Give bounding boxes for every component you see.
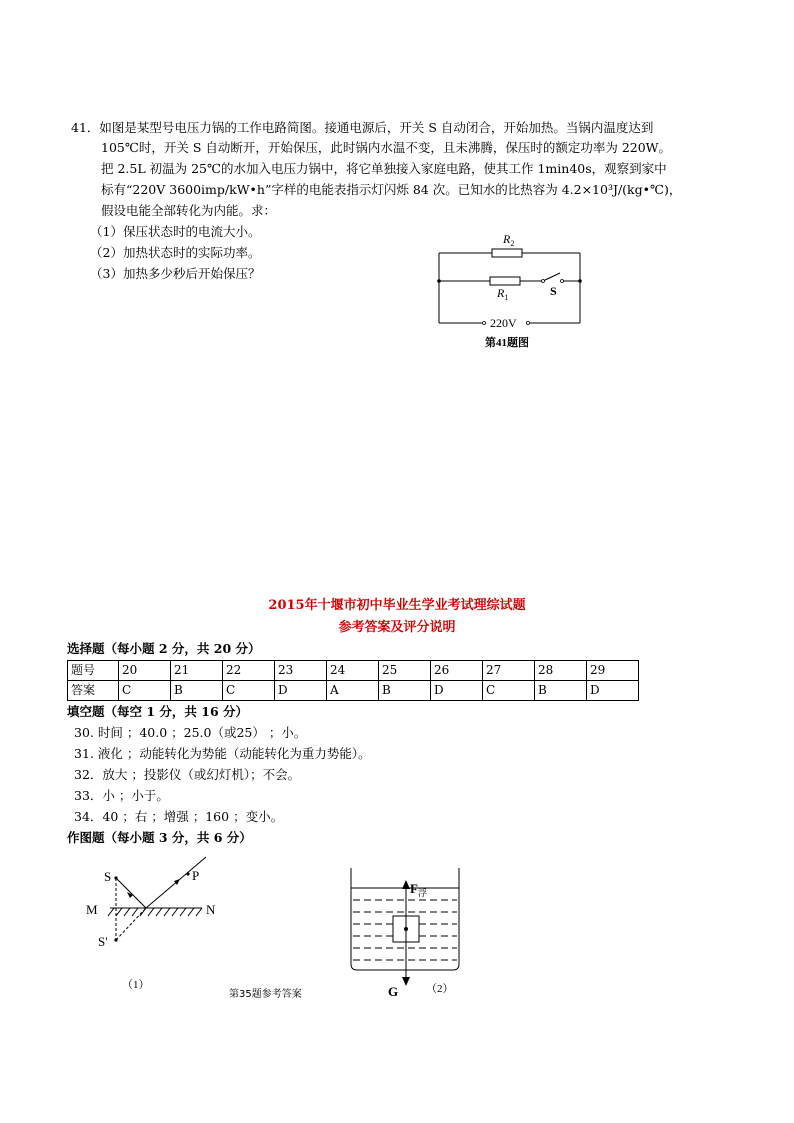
- label-f-buoyancy: $F_浮$: [410, 881, 427, 899]
- table-cell: B: [535, 681, 587, 701]
- fig-caption: 第35题参考答案: [229, 989, 302, 1000]
- table-cell: A: [327, 681, 379, 701]
- resistor-r1: [490, 277, 520, 285]
- table-cell: 29: [587, 661, 639, 681]
- answer-31: 31. 液化 ；动能转化为势能（动能转化为重力势能）。: [74, 746, 371, 761]
- reflection-figure: [80, 850, 250, 1000]
- table-cell: 23: [275, 661, 327, 681]
- label-p: P: [192, 868, 200, 883]
- q41-line-1: 41．如图是某型号电压力锅的工作电路简图。接通电源后，开关 S 自动闭合，开始加热。当锅内温度达到: [71, 120, 654, 135]
- mc-answer-table: [67, 660, 639, 701]
- switch-label: S: [550, 284, 557, 298]
- table-cell: C: [223, 681, 275, 701]
- voltage-label: 220V: [490, 316, 517, 330]
- table-cell: 27: [483, 661, 535, 681]
- label-m: M: [86, 902, 98, 917]
- circuit-caption: 第41题图: [485, 337, 529, 349]
- q41-line-5: 假设电能全部转化为内能。求：: [101, 203, 277, 218]
- incident-ray: [116, 878, 146, 908]
- table-cell: D: [431, 681, 483, 701]
- switch-s: [543, 273, 560, 281]
- r1-label: $R_1$: [497, 286, 509, 302]
- fig2-label: （2）: [426, 983, 454, 995]
- table-cell: D: [587, 681, 639, 701]
- table-cell: C: [119, 681, 171, 701]
- draw-heading: 作图题（每小题 3 分，共 6 分）: [67, 830, 252, 845]
- q41-sub-2: （2）加热状态时的实际功率。: [90, 245, 261, 260]
- fill-heading: 填空题（每空 1 分，共 16 分）: [67, 704, 249, 719]
- table-cell: 25: [379, 661, 431, 681]
- table-cell: 20: [119, 661, 171, 681]
- answers-title-1: 2015年十堰市初中毕业生学业考试理综试题: [268, 598, 526, 613]
- table-cell: C: [483, 681, 535, 701]
- table-cell: B: [171, 681, 223, 701]
- table-cell: 21: [171, 661, 223, 681]
- table-header-cell: 题号: [68, 661, 119, 681]
- label-g: G: [388, 984, 399, 999]
- resistor-r2: [492, 249, 522, 257]
- table-header-cell: 答案: [68, 681, 119, 701]
- r2-label: $R_2$: [503, 232, 515, 248]
- fig1-label: （1）: [122, 979, 150, 991]
- q41-line-2: 105℃时，开关 S 自动断开，开始保压，此时锅内水温不变，且未沸腾，保压时的额定功率为 220W。: [101, 140, 672, 155]
- table-cell: D: [275, 681, 327, 701]
- label-n: N: [206, 902, 216, 917]
- circuit-diagram: [430, 225, 590, 350]
- q41-line-4: 标有“220V 3600imp/kW•h”字样的电能表指示灯闪烁 84 次。已知水的比热容为 4.2×10³J/(kg•℃)，: [101, 182, 682, 197]
- table-row: [68, 681, 639, 701]
- table-cell: 24: [327, 661, 379, 681]
- table-cell: 28: [535, 661, 587, 681]
- table-cell: 26: [431, 661, 483, 681]
- mc-heading: 选择题（每小题 2 分，共 20 分）: [67, 641, 261, 656]
- buoyancy-figure: [340, 862, 470, 1002]
- q41-sub-3: （3）加热多少秒后开始保压？: [90, 266, 261, 281]
- table-cell: B: [379, 681, 431, 701]
- answer-34: 34．40 ；右 ；增强 ；160 ；变小。: [74, 809, 284, 824]
- q41-sub-1: （1）保压状态时的电流大小。: [90, 224, 261, 239]
- answers-title-2: 参考答案及评分说明: [338, 620, 456, 635]
- label-s: S: [104, 869, 112, 884]
- table-row: [68, 661, 639, 681]
- answer-33: 33．小 ；小于。: [74, 788, 169, 803]
- answer-32: 32．放大 ；投影仪（或幻灯机）；不会。: [74, 767, 301, 782]
- q41-line-3: 把 2.5L 初温为 25℃的水加入电压力锅中，将它单独接入家庭电路，使其工作 1min40s，观察到家中: [101, 161, 667, 176]
- answer-30: 30. 时间 ；40.0 ；25.0（或25） ；小。: [74, 725, 307, 740]
- label-s-prime: S': [98, 934, 108, 949]
- table-cell: 22: [223, 661, 275, 681]
